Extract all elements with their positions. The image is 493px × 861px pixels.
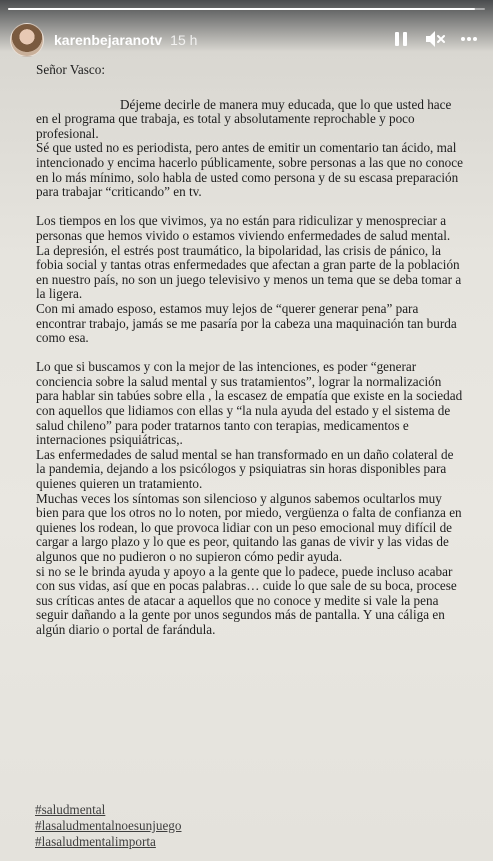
letter-paragraph: Los tiempos en los que vivimos, ya no están para ridiculizar y menospreciar a personas que hemos vivido o estamos viviendo enfermedades de salud mental. (36, 213, 451, 243)
hashtag-link[interactable]: #lasaludmentalnoesunjuego (35, 818, 182, 833)
letter-paragraph: si no se le brinda ayuda y apoyo a la gente que lo padece, puede incluso acabar con sus vidas, así que en pocas palabras… cuide lo que sale de su boca, procese sus críticas antes de atacar a aquellos que no conoce y medite si vale la pena seguir dañando a la gente por unos segundos más de pantalla. Y una cáliga en algún diario o portal de farándula. (36, 563, 457, 637)
avatar[interactable] (10, 23, 44, 57)
hashtag-link[interactable]: #lasaludmentalimporta (35, 834, 156, 849)
username[interactable]: karenbejaranotv (54, 32, 163, 48)
salutation: Señor Vasco: (36, 62, 105, 77)
post-time: 15 h (170, 32, 198, 48)
letter-paragraph: Las enfermedades de salud mental se han transformado en un daño colateral de la pandemia, dejando a los psicólogos y psiquiatras sin horas disponibles para quienes quieren un tratamiento. (36, 446, 454, 492)
letter-paragraph: Con mi amado esposo, estamos muy lejos de “querer generar pena” para encontrar trabajo, jamás se me pasaría por la cabeza una maquinación tan burda como esa. (36, 300, 457, 346)
mute-icon[interactable] (425, 28, 445, 50)
story-progress-fill (8, 8, 475, 10)
hashtag-list (35, 802, 182, 850)
letter-paragraph: Sé que usted no es periodista, pero antes de emitir un comentario tan ácido, mal intencionado y encima hacerlo públicamente, sobre personas a las que no conoce en lo más mínimo, solo habla de usted como persona y de su escasa preparación para trabajar “criticando” en tv. (36, 140, 463, 200)
letter-paragraph: La depresión, el estrés post traumático, la bipolaridad, las crisis de pánico, la fobia social y tantas otras enfermedades que afectan a gran parte de la población en nuestro país, no son un juego televisivo y menos un tema que se deba tomar a la ligera. (36, 242, 462, 302)
paragraph-gap (36, 200, 466, 215)
letter-paragraph: Déjeme decirle de manera muy educada, que lo que usted hace en el programa que trabaja, es total y absolutamente reprochable y poco profesional. (36, 96, 452, 141)
story-header (0, 16, 493, 64)
story-progress-bar (8, 8, 485, 10)
letter-paragraph: Lo que si buscamos y con la mejor de las intenciones, es poder “generar conciencia sobre la salud mental y sus tratamientos”, lograr la normalización para hablar sin tabúes sobre ella , la escasez de empatía que existe en la sociedad con aquellos que lidiamos con ellas y “la nula ayuda del estado y el sistema de salud chileno” para poder tratarnos tanto con terapias, medicamentos e internaciones psiquiátricas,. (36, 359, 463, 448)
letter-paragraph: Muchas veces los síntomas son silencioso y algunos sabemos ocultarlos muy bien para que los otros no lo noten, por miedo, vergüenza o falta de confianza en quienes los rodean, lo que provoca lidiar con un peso emocional muy difícil de cargar a largo plazo y lo que es peor, quitando las ganas de vivir y las vidas de algunos que no pudieron o no supieron cómo pedir ayuda. (36, 490, 462, 564)
paragraph-gap (36, 346, 466, 361)
letter-text (36, 63, 466, 638)
hashtag-link[interactable]: #saludmental (35, 802, 106, 817)
story-controls (391, 28, 479, 50)
more-icon[interactable] (459, 28, 479, 50)
pause-icon[interactable] (391, 28, 411, 50)
